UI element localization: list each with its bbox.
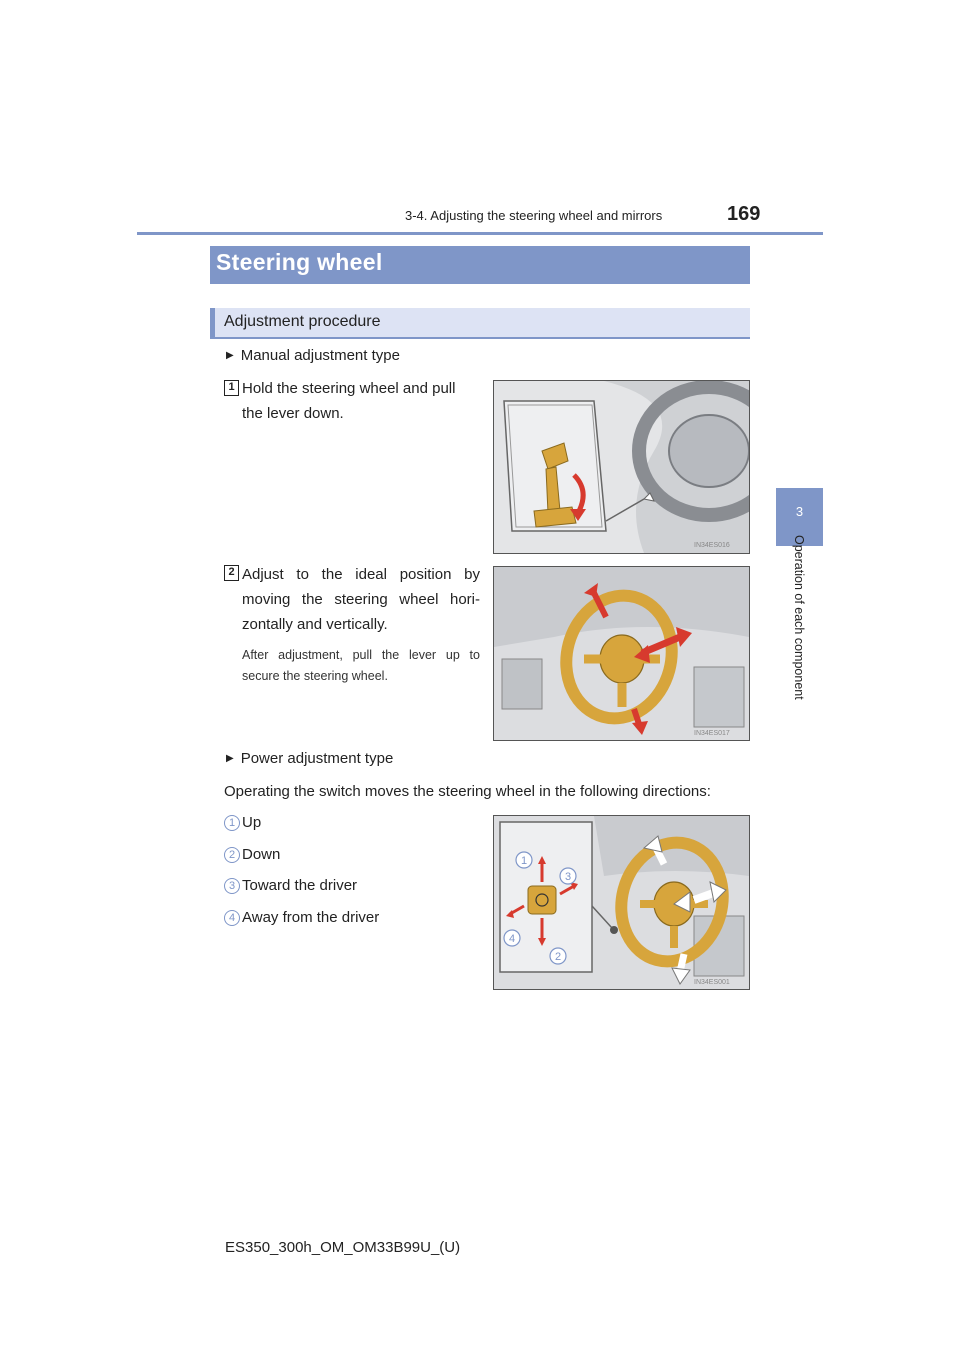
item-3-marker: 3 bbox=[224, 878, 240, 894]
figure-power-switch bbox=[493, 815, 750, 990]
subheading: Adjustment procedure bbox=[224, 313, 381, 330]
item-1-marker: 1 bbox=[224, 815, 240, 831]
power-intro: Operating the switch moves the steering wheel in the following directions: bbox=[224, 783, 711, 800]
page-title: Steering wheel bbox=[216, 249, 383, 275]
step-2-text: Adjust to the ideal position by moving the steering wheel hori- zontally and vertically. bbox=[242, 566, 480, 633]
chapter-label: Operation of each component bbox=[792, 535, 806, 700]
callout-3: 3 bbox=[564, 871, 572, 883]
subheading-accent bbox=[210, 308, 215, 339]
step-1-marker: 1 bbox=[224, 380, 239, 396]
page-number: 169 bbox=[727, 203, 761, 225]
triangle-bullet-icon: ▶ bbox=[226, 350, 234, 361]
item-2-text: Down bbox=[242, 846, 281, 863]
step-2-note: After adjustment, pull the lever up to secure the steering wheel. bbox=[242, 648, 480, 683]
item-4-marker: 4 bbox=[224, 910, 240, 926]
item-4-text: Away from the driver bbox=[242, 909, 380, 926]
figure-2-code: IN34ES017 bbox=[694, 730, 730, 737]
callout-4: 4 bbox=[508, 933, 516, 945]
item-2-marker: 2 bbox=[224, 847, 240, 863]
running-header: 3-4. Adjusting the steering wheel and mirrors bbox=[405, 208, 663, 223]
manual-heading: ▶ Manual adjustment type bbox=[226, 347, 400, 364]
callout-1: 1 bbox=[520, 855, 528, 867]
figure-1-code: IN34ES016 bbox=[694, 542, 730, 549]
header-rule bbox=[137, 232, 823, 235]
step-1-text: Hold the steering wheel and pull the lever down. bbox=[242, 380, 456, 422]
item-3-text: Toward the driver bbox=[242, 877, 358, 894]
triangle-bullet-icon: ▶ bbox=[226, 753, 234, 764]
figure-3-code: IN34ES001 bbox=[694, 979, 730, 986]
callout-2: 2 bbox=[554, 951, 562, 963]
power-heading: ▶ Power adjustment type bbox=[226, 750, 394, 767]
chapter-number: 3 bbox=[795, 504, 804, 519]
footer-code: ES350_300h_OM_OM33B99U_(U) bbox=[225, 1239, 461, 1256]
figure-lever-pull bbox=[493, 380, 750, 554]
step-2-marker: 2 bbox=[224, 565, 239, 581]
item-1-text: Up bbox=[242, 814, 262, 831]
figure-wheel-adjust bbox=[493, 566, 750, 741]
